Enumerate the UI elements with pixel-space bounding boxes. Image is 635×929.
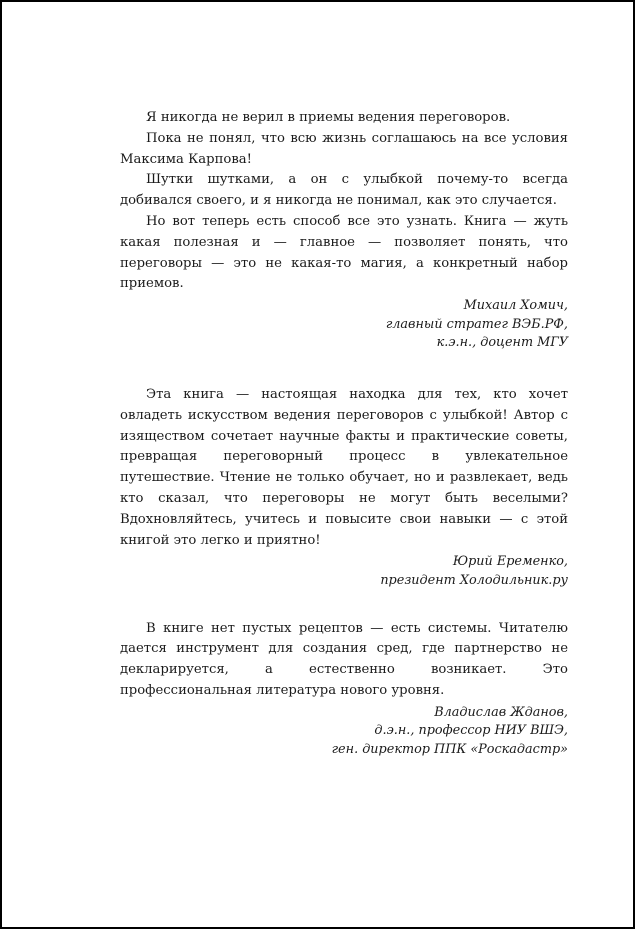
review-1-author-title: главный стратег ВЭБ.РФ, [385, 316, 568, 332]
review-block-1 [120, 108, 568, 353]
review-1-signature [120, 297, 568, 353]
review-3-author-position: ген. директор ППК «Роскадастр» [331, 741, 568, 757]
review-3-author-title: д.э.н., профессор НИУ ВШЭ, [374, 723, 568, 739]
review-1-author-degree: к.э.н., доцент МГУ [436, 335, 568, 351]
review-3-author-name: Владислав Жданов, [434, 704, 568, 720]
review-block-2 [120, 385, 568, 591]
review-block-3 [120, 619, 568, 760]
review-3-signature [120, 704, 568, 760]
review-3-paragraph-1: В книге нет пустых рецептов — есть системы. Читателю дается инструмент для создания сред, где партнерство не декларируется, а естественно возникает. Это профессиональная литература нового уровня. [120, 620, 568, 698]
review-1-paragraph-1: Я никогда не верил в приемы ведения переговоров. [146, 110, 511, 125]
review-1-paragraph-4: Но вот теперь есть способ все это узнать. Книга — жуть какая полезная и — главное — позволяет понять, что переговоры — это не какая-то магия, а конкретный набор приемов. [120, 213, 568, 292]
review-1-paragraph-2: Пока не понял, что всю жизнь соглашаюсь на все условия Максима Карпова! [120, 130, 568, 167]
review-1-paragraph-3: Шутки шутками, а он с улыбкой почему-то всегда добивался своего, и я никогда не понимал, как это случается. [120, 172, 568, 209]
review-1-author-name: Михаил Хомич, [463, 298, 568, 314]
review-2-paragraph-1: Эта книга — настоящая находка для тех, кто хочет овладеть искусством ведения переговоров с улыбкой! Автор с изяществом сочетает научные факты и практические советы, превращая переговорный процесс в увлекательное путешествие. Чтение не только обучает, но и развлекает, ведь кто сказал, что переговоры не могут быть веселыми? Вдохновляйтесь, учитесь и повысите свои навыки — с этой книгой это легко и приятно! [120, 386, 568, 548]
review-2-signature [120, 553, 568, 590]
review-2-author-title: президент Холодильник.ру [380, 572, 568, 588]
reviews-section [120, 108, 568, 759]
review-2-author-name: Юрий Еременко, [452, 554, 568, 570]
